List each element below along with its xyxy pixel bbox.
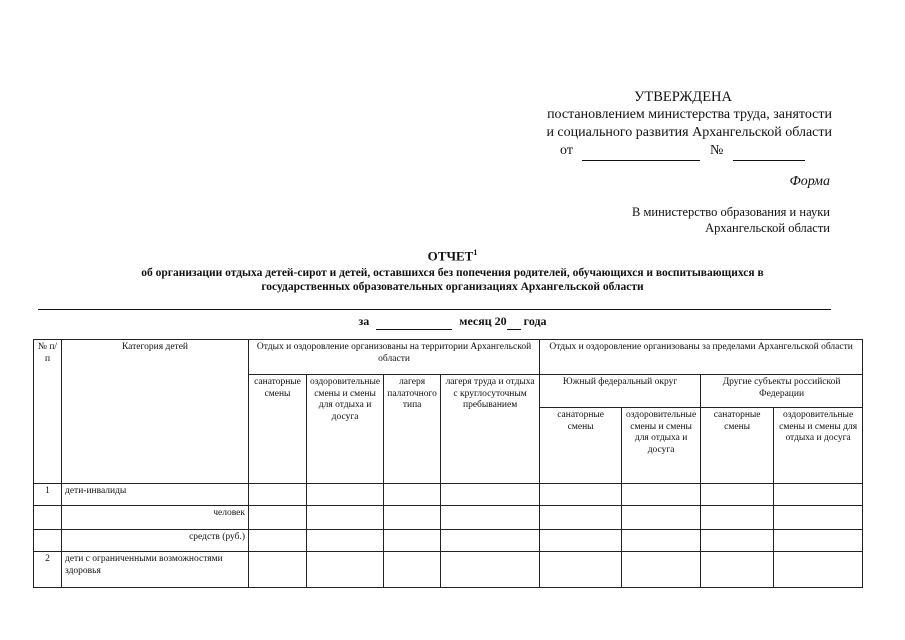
data-cell — [307, 530, 384, 552]
table-row — [34, 552, 863, 588]
header-in-labor: лагеря труда и отдыха с круглосуточным пребыванием — [441, 375, 540, 484]
data-cell — [384, 530, 441, 552]
form-label: Форма — [789, 174, 830, 189]
header-south-district: Южный федеральный округ — [540, 375, 701, 408]
data-cell — [441, 530, 540, 552]
header-num: № п/п — [34, 340, 62, 484]
data-cell — [540, 530, 622, 552]
data-cell — [622, 552, 701, 588]
header-in-recreation: оздоровительные смены и смены для отдыха и досуга — [307, 375, 384, 484]
row-category: средств (руб.) — [62, 530, 249, 552]
title-divider — [38, 309, 831, 310]
period-year-label: года — [523, 314, 547, 328]
data-cell — [701, 552, 774, 588]
header-south-sanatorium: санаторные смены — [540, 408, 622, 484]
data-cell — [540, 484, 622, 506]
row-num — [34, 530, 62, 552]
header-in-region: Отдых и оздоровление организованы на территории Архангельской области — [249, 340, 540, 375]
data-cell — [701, 530, 774, 552]
data-cell — [249, 530, 307, 552]
period-month-label: месяц 20 — [459, 314, 507, 328]
approval-from-label: от — [560, 143, 573, 158]
approval-date-number-line — [520, 142, 832, 161]
data-cell — [307, 506, 384, 530]
report-title: ОТЧЕТ — [427, 248, 474, 264]
data-cell — [384, 506, 441, 530]
period-for-label: за — [358, 314, 370, 328]
row-num: 1 — [34, 484, 62, 506]
header-out-region: Отдых и оздоровление организованы за пределами Архангельской области — [540, 340, 863, 375]
report-title-footnote: 1 — [473, 248, 478, 257]
data-cell — [441, 552, 540, 588]
data-cell — [701, 484, 774, 506]
header-other-sanatorium: санаторные смены — [701, 408, 774, 484]
data-cell — [307, 552, 384, 588]
addressee-block — [560, 204, 830, 236]
data-cell — [622, 484, 701, 506]
report-subtitle-line-2: государственных образовательных организациях Архангельской области — [261, 281, 644, 293]
approval-number-label: № — [709, 143, 724, 158]
period-year-blank — [507, 314, 521, 330]
report-subtitle — [40, 266, 865, 294]
header-south-recreation: оздоровительные смены и смены для отдыха и досуга — [622, 408, 701, 484]
approval-title: УТВЕРЖДЕНА — [634, 89, 732, 105]
header-category: Категория детей — [62, 340, 249, 484]
row-category: дети с ограниченными возможностями здоровья — [62, 552, 249, 588]
addressee-line-2: Архангельской области — [705, 221, 830, 235]
approval-block — [520, 88, 832, 161]
data-cell — [307, 484, 384, 506]
data-cell — [249, 506, 307, 530]
data-cell — [249, 484, 307, 506]
row-num: 2 — [34, 552, 62, 588]
data-cell — [774, 506, 863, 530]
header-other-recreation: оздоровительные смены и смены для отдыха и досуга — [774, 408, 863, 484]
report-title-row — [0, 248, 905, 264]
approval-date-blank — [582, 142, 700, 161]
row-num — [34, 506, 62, 530]
table-row — [34, 484, 863, 506]
row-category: человек — [62, 506, 249, 530]
approval-decree-line: постановлением министерства труда, занятости — [547, 107, 832, 122]
data-cell — [249, 552, 307, 588]
report-period — [0, 314, 905, 330]
report-subtitle-line-1: об организации отдыха детей-сирот и детей, оставшихся без попечения родителей, обучающихся и воспитывающихся в — [141, 267, 764, 279]
header-in-tent: лагеря палаточного типа — [384, 375, 441, 484]
approval-ministry-line: и социального развития Архангельской области — [546, 125, 832, 140]
data-cell — [441, 506, 540, 530]
approval-number-blank — [733, 142, 805, 161]
report-table — [33, 339, 863, 588]
data-cell — [701, 506, 774, 530]
table-row — [34, 530, 863, 552]
data-cell — [441, 484, 540, 506]
data-cell — [622, 506, 701, 530]
row-category: дети-инвалиды — [62, 484, 249, 506]
data-cell — [774, 530, 863, 552]
header-in-sanatorium: санаторные смены — [249, 375, 307, 484]
data-cell — [774, 484, 863, 506]
table-row — [34, 506, 863, 530]
data-cell — [384, 552, 441, 588]
addressee-line-1: В министерство образования и науки — [632, 205, 830, 219]
data-cell — [774, 552, 863, 588]
data-cell — [384, 484, 441, 506]
period-month-blank — [376, 314, 452, 330]
header-other-subjects: Другие субъекты российской Федерации — [701, 375, 863, 408]
data-cell — [540, 506, 622, 530]
data-cell — [622, 530, 701, 552]
data-cell — [540, 552, 622, 588]
